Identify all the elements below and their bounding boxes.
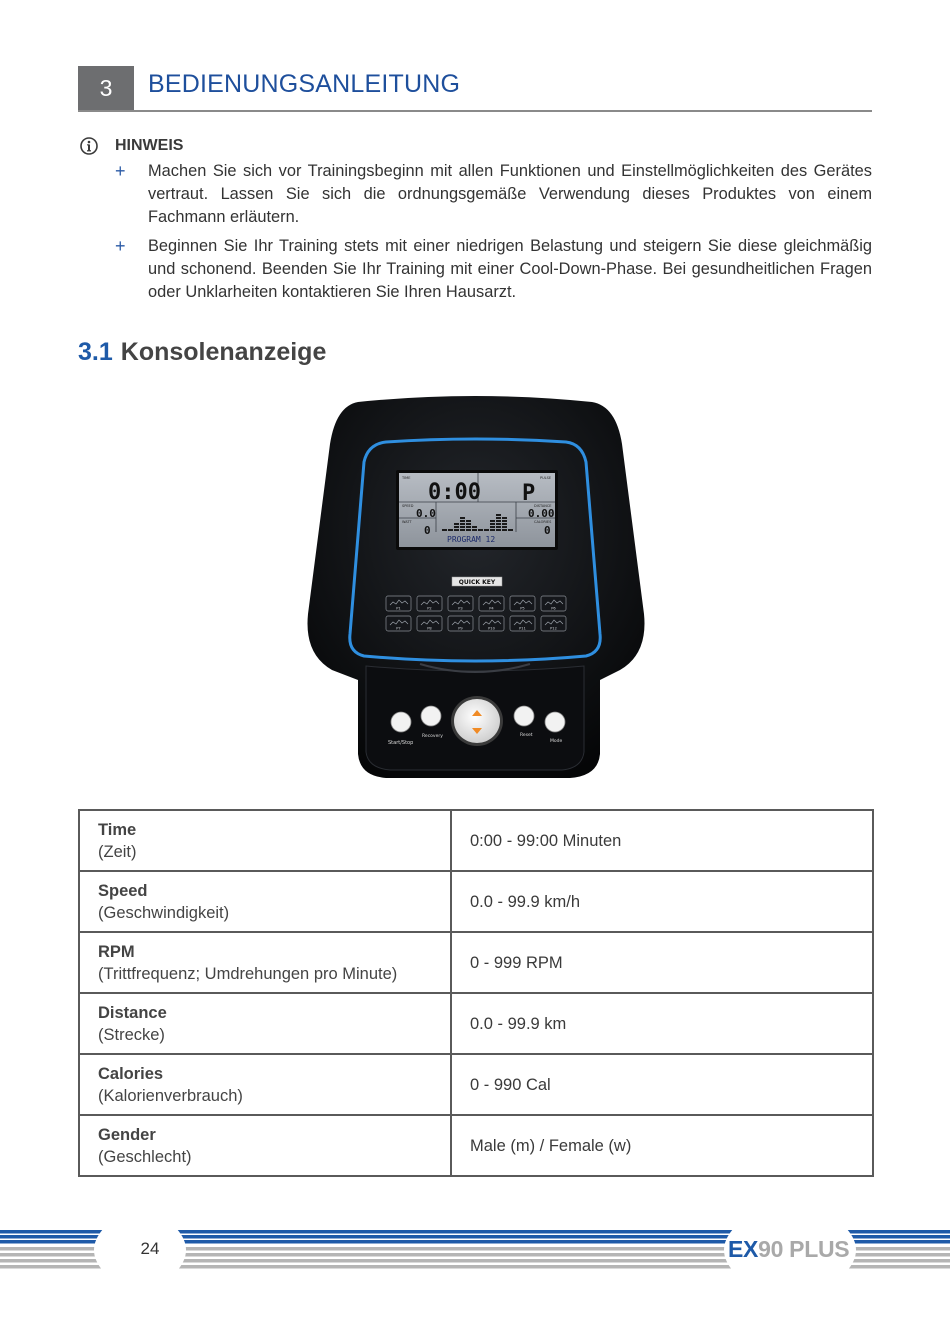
table-row bbox=[79, 932, 873, 993]
brand-logo bbox=[728, 1236, 849, 1263]
lcd-bar-segment bbox=[454, 526, 459, 528]
spec-label: Distance bbox=[98, 1003, 167, 1022]
spec-name-cell bbox=[79, 1115, 451, 1176]
spec-value: 0 - 999 RPM bbox=[470, 953, 563, 972]
nav-pad bbox=[454, 699, 500, 743]
lcd-bar-segment bbox=[502, 520, 507, 522]
lcd-bar-segment bbox=[496, 520, 501, 522]
spec-name-cell bbox=[79, 810, 451, 871]
reset-button bbox=[514, 706, 534, 726]
mode-button bbox=[545, 712, 565, 732]
note-item bbox=[78, 235, 872, 304]
recovery-label: Recovery bbox=[422, 734, 443, 739]
note-title: HINWEIS bbox=[115, 137, 184, 154]
chapter-header bbox=[78, 66, 872, 112]
program-key-label: P9 bbox=[458, 626, 463, 631]
lcd-bar-segment bbox=[448, 529, 453, 531]
spec-name-cell bbox=[79, 993, 451, 1054]
plus-icon: + bbox=[115, 236, 126, 256]
brand-suffix: 90 PLUS bbox=[758, 1236, 850, 1262]
lcd-distance-label: DISTANCE bbox=[534, 504, 552, 508]
lcd-bar-segment bbox=[460, 526, 465, 528]
spec-label: RPM bbox=[98, 942, 135, 961]
spec-name-cell bbox=[79, 932, 451, 993]
lcd-bar-segment bbox=[496, 526, 501, 528]
spec-label: Time bbox=[98, 820, 137, 839]
start-stop-label: Start/Stop bbox=[388, 740, 414, 746]
lcd-bar-segment bbox=[460, 523, 465, 525]
lcd-distance: 0.00 bbox=[528, 507, 555, 520]
program-key bbox=[448, 596, 473, 611]
lcd-bar-segment bbox=[490, 529, 495, 531]
spec-value: 0.0 - 99.9 km bbox=[470, 1014, 567, 1033]
program-key-label: P8 bbox=[427, 626, 432, 631]
lcd-watt-label: WATT bbox=[402, 520, 412, 524]
lcd-bar-segment bbox=[460, 520, 465, 522]
lcd-bar-segment bbox=[496, 517, 501, 519]
console-image bbox=[300, 384, 650, 794]
program-key-label: P7 bbox=[396, 626, 401, 631]
section-label: Konsolenanzeige bbox=[120, 338, 327, 366]
lcd-bar-segment bbox=[496, 529, 501, 531]
table-row bbox=[79, 871, 873, 932]
lcd-time-label: TIME bbox=[402, 476, 411, 480]
section-title bbox=[78, 338, 326, 367]
note-header bbox=[78, 134, 872, 158]
spec-sublabel: (Geschwindigkeit) bbox=[98, 903, 230, 922]
plus-icon: + bbox=[115, 161, 126, 181]
lcd-bar-segment bbox=[454, 523, 459, 525]
program-key bbox=[479, 596, 504, 611]
mode-label: Mode bbox=[550, 739, 563, 744]
program-key-label: P11 bbox=[519, 626, 526, 631]
lcd-bar-segment bbox=[496, 514, 501, 516]
program-key bbox=[386, 616, 411, 631]
program-key-label: P2 bbox=[427, 606, 432, 611]
spec-sublabel: (Strecke) bbox=[98, 1025, 165, 1044]
program-key-label: P10 bbox=[488, 626, 495, 631]
program-key-label: P12 bbox=[550, 626, 557, 631]
program-key-label: P5 bbox=[520, 606, 525, 611]
spec-value-cell bbox=[451, 993, 873, 1054]
spec-sublabel: (Trittfrequenz; Umdrehungen pro Minute) bbox=[98, 964, 398, 983]
program-key bbox=[448, 616, 473, 631]
reset-label: Reset bbox=[520, 733, 533, 738]
lcd-bar-segment bbox=[502, 526, 507, 528]
lcd-bar-segment bbox=[490, 523, 495, 525]
spec-value-cell bbox=[451, 1115, 873, 1176]
spec-sublabel: (Geschlecht) bbox=[98, 1147, 192, 1166]
section-number: 3.1 bbox=[78, 338, 113, 366]
spec-sublabel: (Zeit) bbox=[98, 842, 137, 861]
spec-label: Calories bbox=[98, 1064, 164, 1083]
lcd-bar-segment bbox=[442, 529, 447, 531]
spec-value: 0:00 - 99:00 Minuten bbox=[470, 831, 622, 850]
lcd-bar-segment bbox=[460, 517, 465, 519]
lcd-bar-segment bbox=[460, 529, 465, 531]
spec-value-cell bbox=[451, 1054, 873, 1115]
chapter-number: 3 bbox=[78, 66, 134, 110]
program-key bbox=[386, 596, 411, 611]
program-key bbox=[417, 596, 442, 611]
spec-value: 0 - 990 Cal bbox=[470, 1075, 551, 1094]
lcd-calories-label: CALORIES bbox=[534, 520, 552, 524]
note-text: Machen Sie sich vor Trainingsbeginn mit allen Funktionen und Einstellmöglichkeiten des Gerätes vertraut. Lassen Sie sich die ordnungsgemäße Verwendung dieses Produktes von einem Fachmann erläutern. bbox=[148, 162, 872, 226]
program-key-label: P3 bbox=[458, 606, 463, 611]
lcd-speed: 0.0 bbox=[416, 507, 436, 520]
program-key bbox=[510, 596, 535, 611]
lcd-bar-segment bbox=[490, 526, 495, 528]
table-row bbox=[79, 810, 873, 871]
quick-key-label: QUICK KEY bbox=[458, 579, 496, 586]
program-key bbox=[417, 616, 442, 631]
lcd-bar-segment bbox=[478, 529, 483, 531]
chapter-title: BEDIENUNGSANLEITUNG bbox=[148, 70, 461, 98]
lcd-pulse-label: PULSE bbox=[540, 476, 552, 480]
spec-label: Gender bbox=[98, 1125, 156, 1144]
lcd-calories: 0 bbox=[544, 524, 551, 537]
lcd-screen bbox=[396, 470, 558, 550]
lcd-program: PROGRAM 12 bbox=[447, 535, 496, 544]
lcd-bar-segment bbox=[502, 529, 507, 531]
brand-prefix: EX bbox=[728, 1236, 759, 1262]
lcd-bar-segment bbox=[484, 529, 489, 531]
spec-table bbox=[78, 809, 874, 1177]
lcd-bar-segment bbox=[466, 520, 471, 522]
spec-value: 0.0 - 99.9 km/h bbox=[470, 892, 581, 911]
spec-value-cell bbox=[451, 810, 873, 871]
spec-sublabel: (Kalorienverbrauch) bbox=[98, 1086, 243, 1105]
program-key-label: P6 bbox=[551, 606, 556, 611]
lcd-bar-segment bbox=[472, 529, 477, 531]
table-row bbox=[79, 993, 873, 1054]
program-key bbox=[510, 616, 535, 631]
spec-label: Speed bbox=[98, 881, 148, 900]
program-key bbox=[541, 596, 566, 611]
note-text: Beginnen Sie Ihr Training stets mit einer niedrigen Belastung und steigern Sie diese gleichmäßig und schonend. Beenden Sie Ihr Training mit einer Cool-Down-Phase. Bei gesundheitlichen Fragen oder Unklarheiten kontaktieren Sie Ihren Hausarzt. bbox=[148, 237, 872, 301]
lcd-bar-segment bbox=[508, 529, 513, 531]
start-stop-button bbox=[391, 712, 411, 732]
program-key-label: P1 bbox=[396, 606, 401, 611]
table-row bbox=[79, 1054, 873, 1115]
lcd-bar-segment bbox=[466, 526, 471, 528]
note-box bbox=[78, 134, 872, 304]
table-row bbox=[79, 1115, 873, 1176]
program-key bbox=[541, 616, 566, 631]
lcd-bar-segment bbox=[502, 517, 507, 519]
spec-name-cell bbox=[79, 871, 451, 932]
program-key bbox=[479, 616, 504, 631]
spec-value: Male (m) / Female (w) bbox=[470, 1136, 632, 1155]
lcd-bar-segment bbox=[466, 523, 471, 525]
lcd-time: 0:00 bbox=[428, 480, 481, 505]
lcd-bar-segment bbox=[454, 529, 459, 531]
spec-name-cell bbox=[79, 1054, 451, 1115]
page-number: 24 bbox=[140, 1239, 160, 1258]
note-item bbox=[78, 160, 872, 229]
lcd-speed-label: SPEED bbox=[402, 504, 414, 508]
spec-value-cell bbox=[451, 871, 873, 932]
lcd-bar-segment bbox=[466, 529, 471, 531]
lcd-bar-segment bbox=[490, 520, 495, 522]
lcd-bar-segment bbox=[502, 523, 507, 525]
spec-value-cell bbox=[451, 932, 873, 993]
lcd-pulse: P bbox=[522, 481, 536, 506]
lcd-bar-segment bbox=[472, 526, 477, 528]
lcd-bar-segment bbox=[496, 523, 501, 525]
lcd-watt: 0 bbox=[424, 524, 431, 537]
info-icon bbox=[79, 136, 99, 156]
program-key-label: P4 bbox=[489, 606, 494, 611]
recovery-button bbox=[421, 706, 441, 726]
